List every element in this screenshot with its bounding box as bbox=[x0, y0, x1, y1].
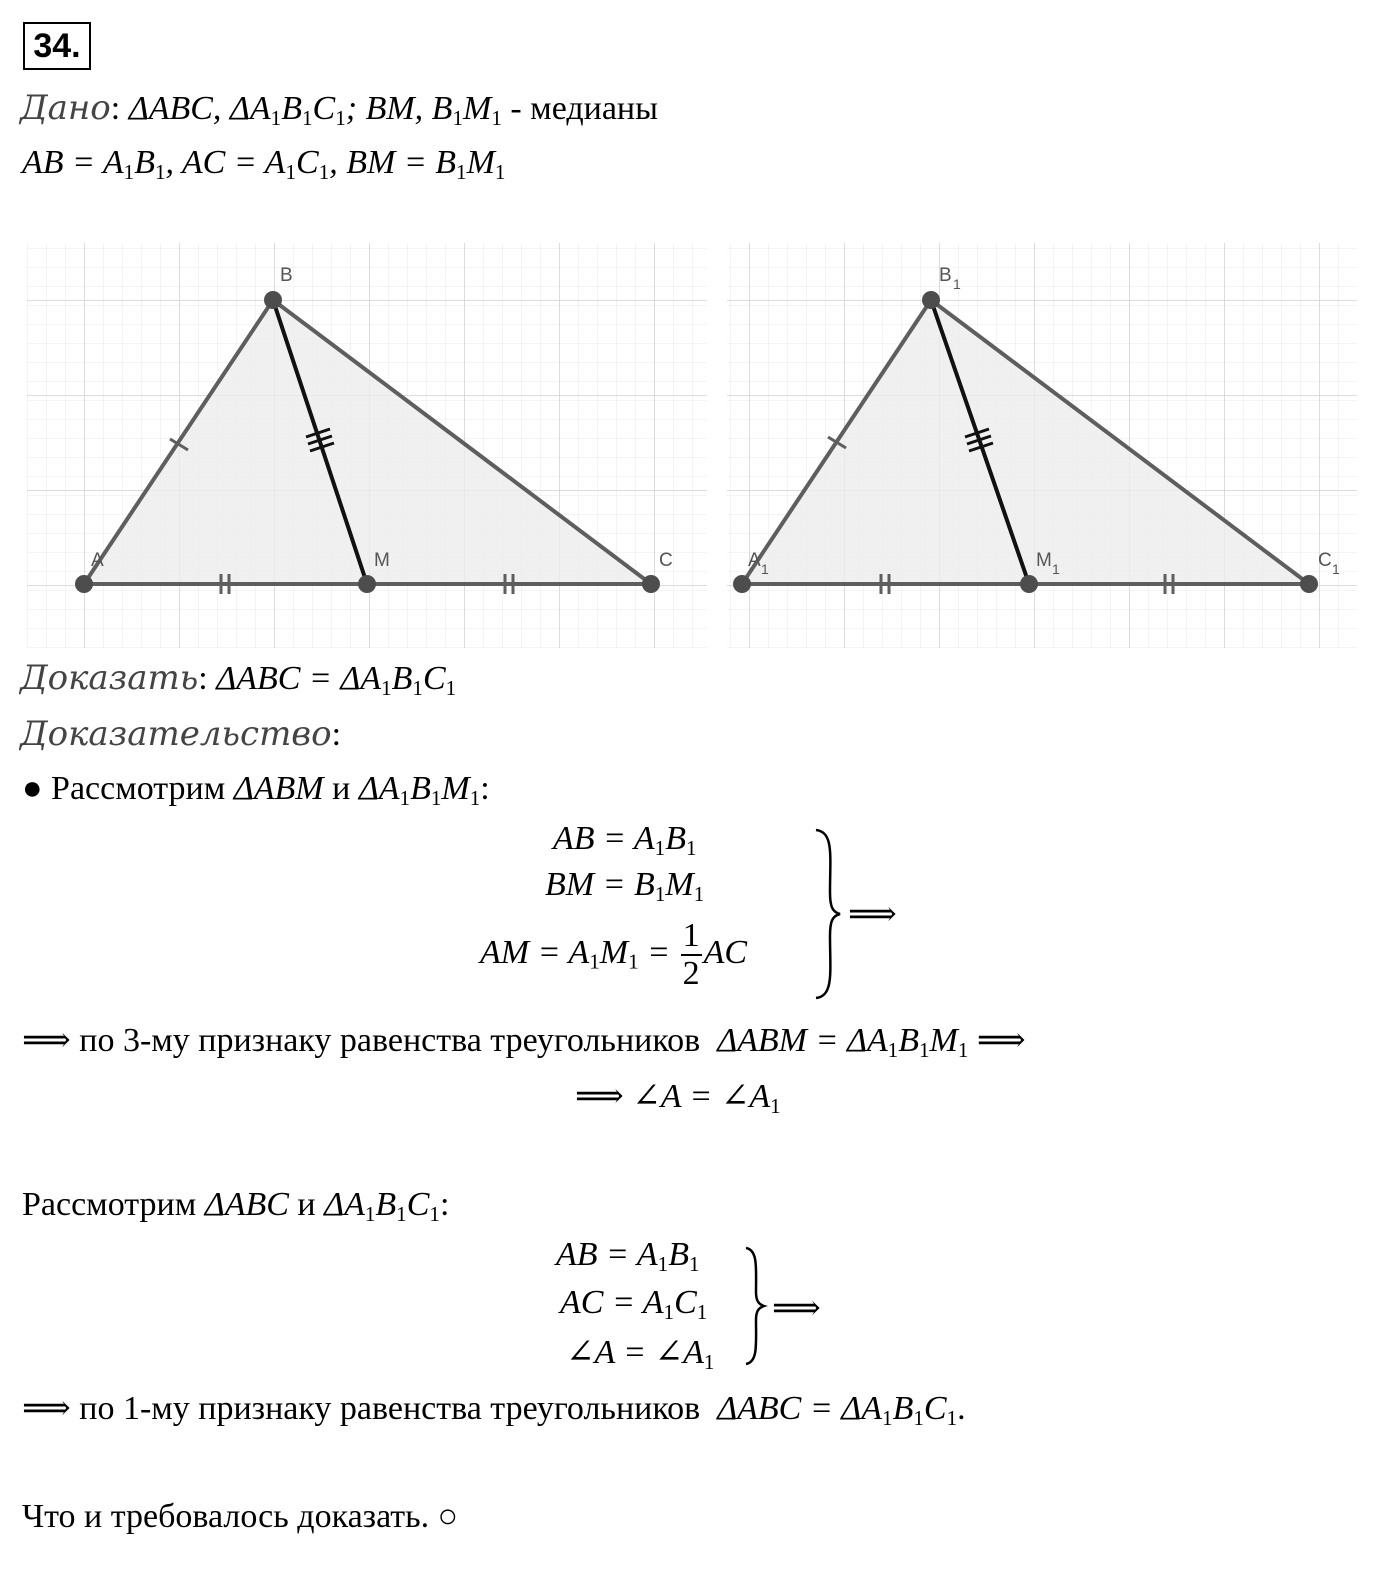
proof-label-line: Доказательство: bbox=[20, 714, 342, 754]
svg-text:C: C bbox=[1318, 550, 1332, 571]
svg-text:1: 1 bbox=[953, 276, 961, 292]
given-triangles: ΔABC, $\Delta A_1B_1C_1$; BM, $B_1M_1$ bbox=[128, 90, 502, 130]
point-a bbox=[75, 575, 93, 593]
svg-text:B: B bbox=[939, 265, 952, 286]
triangles-diagram bbox=[0, 238, 1400, 650]
brace-2 bbox=[742, 1244, 768, 1370]
point-c1 bbox=[1300, 575, 1318, 593]
point-a1 bbox=[733, 575, 751, 593]
step2-eq1: AB = $A_1B_1$ bbox=[556, 1236, 700, 1276]
svg-text:A: A bbox=[748, 550, 761, 571]
point-c bbox=[642, 575, 660, 593]
prove-label: Доказать bbox=[20, 658, 199, 698]
angle-equality: ⟹ ∠A = $\angle A_1$ bbox=[575, 1078, 781, 1118]
label-c: C bbox=[659, 550, 673, 571]
point-b bbox=[264, 291, 282, 309]
svg-text:1: 1 bbox=[1332, 561, 1340, 577]
label-a: A bbox=[91, 550, 104, 571]
step1-eq1: AB = $A_1B_1$ bbox=[553, 820, 697, 860]
given-medians-tail: - медианы bbox=[510, 90, 658, 127]
label-b: B bbox=[280, 265, 293, 286]
point-m bbox=[358, 575, 376, 593]
svg-text:1: 1 bbox=[761, 561, 769, 577]
given-line-1: Дано: ΔABC, $\Delta A_1B_1C_1$; BM, $B_1M_1$ - медианы bbox=[20, 88, 658, 130]
fraction-one-half: $\frac{1}{2}$ bbox=[682, 917, 700, 992]
proof-label: Доказательство bbox=[20, 714, 332, 754]
prove-statement: $\Delta ABC = \Delta A_1B_1C_1$ bbox=[216, 660, 457, 700]
svg-text:1: 1 bbox=[1052, 561, 1060, 577]
point-b1 bbox=[922, 291, 940, 309]
step2-eq3: ∠A = $\angle A_1$ bbox=[566, 1334, 715, 1374]
prove-line: Доказать: $\Delta ABC = \Delta A_1B_1C_1$ bbox=[20, 658, 457, 700]
step1-eq2: BM = $B_1M_1$ bbox=[545, 866, 705, 906]
brace-1 bbox=[812, 826, 842, 1002]
point-m1 bbox=[1020, 575, 1038, 593]
step1-intro: ● Рассмотрим ΔABM и $\Delta A_1B_1M_1$: bbox=[22, 770, 490, 810]
given-line-2: AB = $A_1B_1$, AC = $A_1C_1$, BM = $B_1M_1$ bbox=[22, 144, 506, 184]
conclusion-2: ⟹ по 1-му признаку равенства треугольников $\Delta ABC = \Delta A_1B_1C_1$. bbox=[22, 1390, 966, 1430]
label-m: M bbox=[374, 550, 390, 571]
step1-arrow: ⟹ bbox=[848, 896, 897, 933]
step2-eq2: AC = $A_1C_1$ bbox=[560, 1284, 708, 1324]
step2-arrow: ⟹ bbox=[772, 1290, 821, 1327]
step2-intro: Рассмотрим ΔABC и $\Delta A_1B_1C_1$: bbox=[22, 1186, 450, 1226]
step1-eq3: AM = $A_1M_1$ = $\frac{1}{2}$ AC bbox=[480, 917, 748, 992]
svg-text:M: M bbox=[1036, 550, 1052, 571]
problem-number: 34. bbox=[23, 22, 91, 70]
given-label: Дано bbox=[20, 88, 111, 128]
qed-line: Что и требовалось доказать. ○ bbox=[22, 1498, 459, 1535]
conclusion-1: ⟹ по 3-му признаку равенства треугольников $\Delta ABM = \Delta A_1B_1M_1$ ⟹ bbox=[22, 1022, 1026, 1062]
